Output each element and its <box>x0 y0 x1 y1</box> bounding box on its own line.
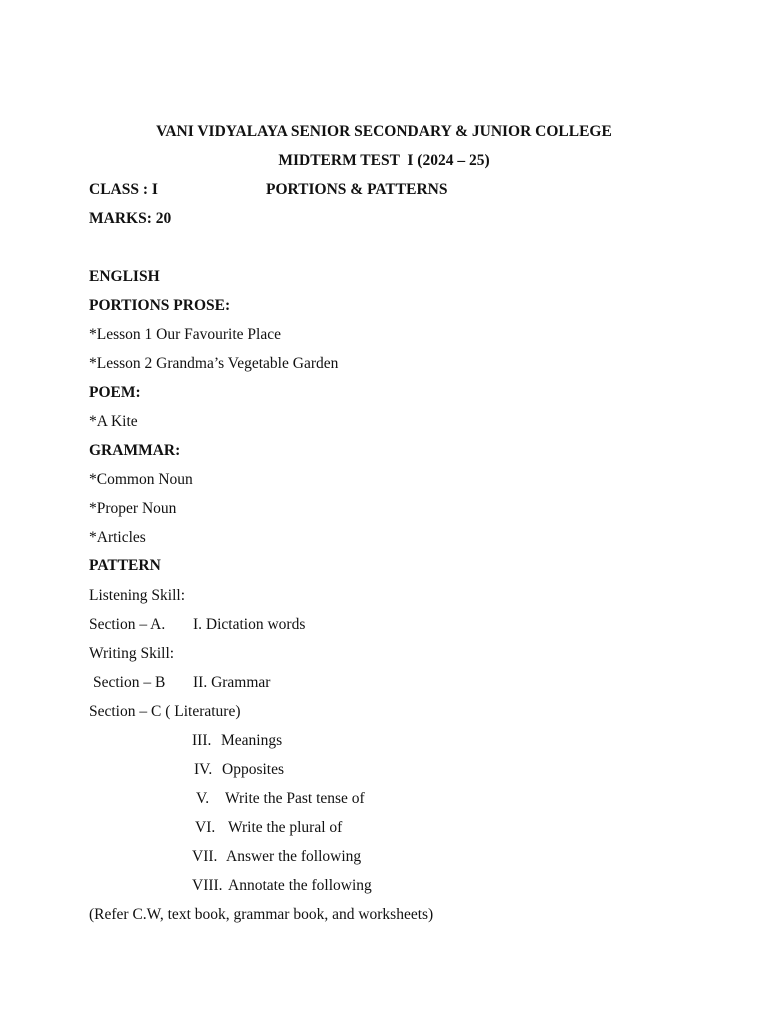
prose-heading: PORTIONS PROSE: <box>89 297 231 314</box>
literature-item-number: V. <box>196 790 210 807</box>
marks-label: MARKS: 20 <box>89 210 172 227</box>
grammar-item: *Proper Noun <box>89 500 177 517</box>
literature-item-text: Write the plural of <box>228 819 343 836</box>
section-b-label: Section – B <box>93 674 166 691</box>
literature-item-number: III. <box>192 732 212 749</box>
reference-note: (Refer C.W, text book, grammar book, and worksheets) <box>89 906 434 923</box>
school-name: VANI VIDYALAYA SENIOR SECONDARY & JUNIOR COLLEGE <box>156 123 612 140</box>
writing-skill-label: Writing Skill: <box>89 645 175 662</box>
literature-item-number: VI. <box>195 819 216 836</box>
literature-item-text: Answer the following <box>226 848 362 865</box>
pattern-heading: PATTERN <box>89 557 161 574</box>
literature-item-text: Opposites <box>222 761 284 778</box>
literature-item-text: Write the Past tense of <box>225 790 365 807</box>
grammar-heading: GRAMMAR: <box>89 442 181 459</box>
prose-item: *Lesson 2 Grandma’s Vegetable Garden <box>89 355 339 372</box>
poem-item: *A Kite <box>89 413 138 430</box>
listening-skill-label: Listening Skill: <box>89 587 186 604</box>
portions-title: PORTIONS & PATTERNS <box>266 181 448 198</box>
section-a-item: I. Dictation words <box>193 616 306 633</box>
literature-item-number: VIII. <box>192 877 223 894</box>
grammar-item: *Articles <box>89 529 146 546</box>
literature-item-text: Annotate the following <box>228 877 372 894</box>
subject-heading: ENGLISH <box>89 268 160 285</box>
prose-item: *Lesson 1 Our Favourite Place <box>89 326 281 343</box>
section-b-item: II. Grammar <box>193 674 271 691</box>
section-a-label: Section – A. <box>89 616 166 633</box>
section-c-label: Section – C ( Literature) <box>89 703 241 720</box>
literature-item-text: Meanings <box>221 732 283 749</box>
test-title: MIDTERM TEST I (2024 – 25) <box>278 152 490 169</box>
literature-item-number: IV. <box>194 761 213 778</box>
literature-item-number: VII. <box>192 848 218 865</box>
grammar-item: *Common Noun <box>89 471 193 488</box>
poem-heading: POEM: <box>89 384 141 401</box>
class-label: CLASS : I <box>89 181 158 198</box>
